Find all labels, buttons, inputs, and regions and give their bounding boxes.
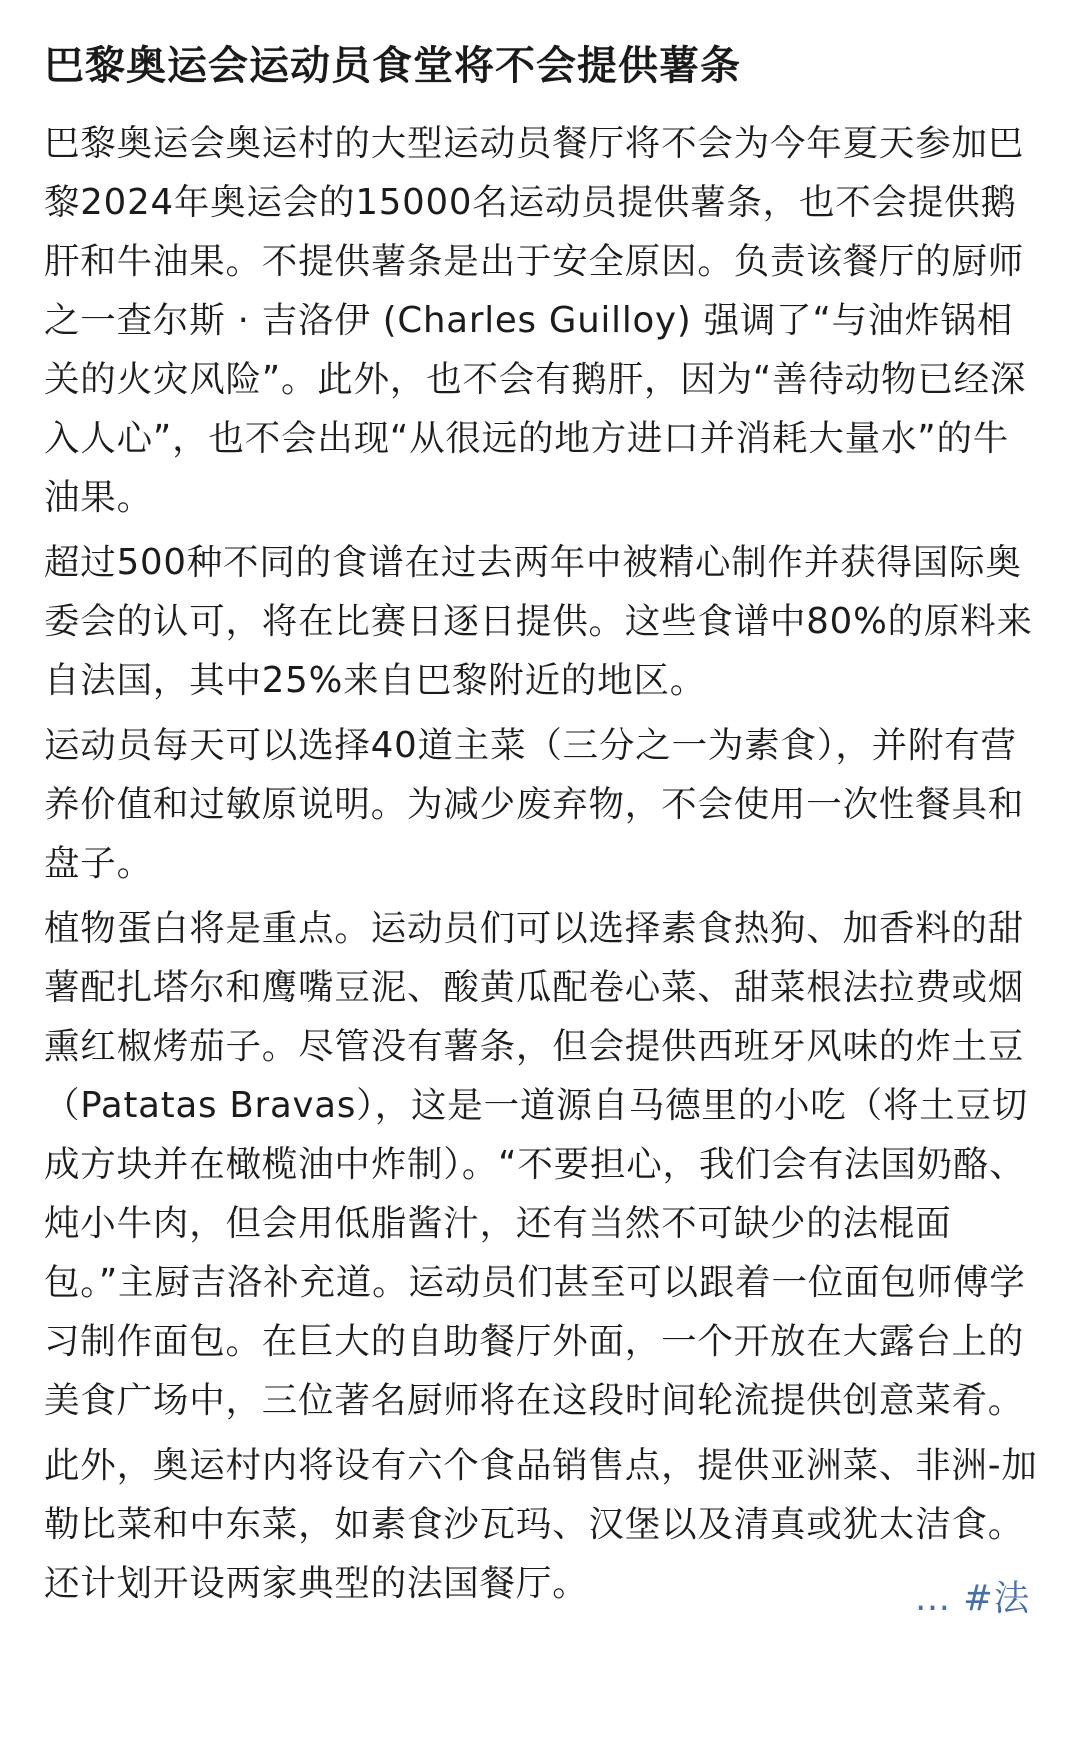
paragraph-plant-protein: 植物蛋白将是重点。运动员们可以选择素食热狗、加香料的甜薯配扎塔尔和鹰嘴豆泥、酸黄瓜配卷心菜、甜菜根法拉费或烟熏红椒烤茄子。尽管没有薯条，但会提供西班牙风味的炸土豆（Patatas Bravas），这是一道源自马德里的小吃（将土豆切成方块并在橄榄油中炸制）。“不要担心，我们会有法国奶酪、炖小牛肉，但会用低脂酱汁，还有当然不可缺少的法棍面包。”主厨吉洛补充道。运动员们甚至可以跟着一位面包师傅学习制作面包。在巨大的自助餐厅外面，一个开放在大露台上的美食广场中，三位著名厨师将在这段时间轮流提供创意菜肴。 [44, 908, 1029, 1421]
article-title: 巴黎奥运会运动员食堂将不会提供薯条 [44, 43, 741, 89]
paragraph-main-dishes: 运动员每天可以选择40道主菜（三分之一为素食），并附有营养价值和过敏原说明。为减少废弃物，不会使用一次性餐具和盘子。 [44, 725, 1025, 884]
paragraph-recipes: 超过500种不同的食谱在过去两年中被精心制作并获得国际奥委会的认可，将在比赛日逐日提供。这些食谱中80%的原料来自法国，其中25%来自巴黎附近的地区。 [44, 542, 1033, 701]
paragraph-food-outlets-container [44, 1436, 1042, 1628]
paragraph-food-outlets: 此外，奥运村内将设有六个食品销售点，提供亚洲菜、非洲-加勒比菜和中东菜，如素食沙瓦玛、汉堡以及清真或犹太洁食。还计划开设两家典型的法国餐厅。 [44, 1445, 1038, 1604]
article [44, 0, 1042, 1628]
read-more-hashtag-link[interactable]: … #法 [914, 1578, 1030, 1619]
paragraph-no-fries: 巴黎奥运会奥运村的大型运动员餐厅将不会为今年夏天参加巴黎2024年奥运会的15000名运动员提供薯条，也不会提供鹅肝和牛油果。不提供薯条是出于安全原因。负责该餐厅的厨师之一查尔斯 · 吉洛伊 (Charles Guilloy) 强调了“与油炸锅相关的火灾风险”。此外，也不会有鹅肝，因为“善待动物已经深入人心”，也不会出现“从很远的地方进口并消耗大量水”的牛油果。 [44, 123, 1027, 518]
read-more-fade [782, 1569, 1042, 1628]
